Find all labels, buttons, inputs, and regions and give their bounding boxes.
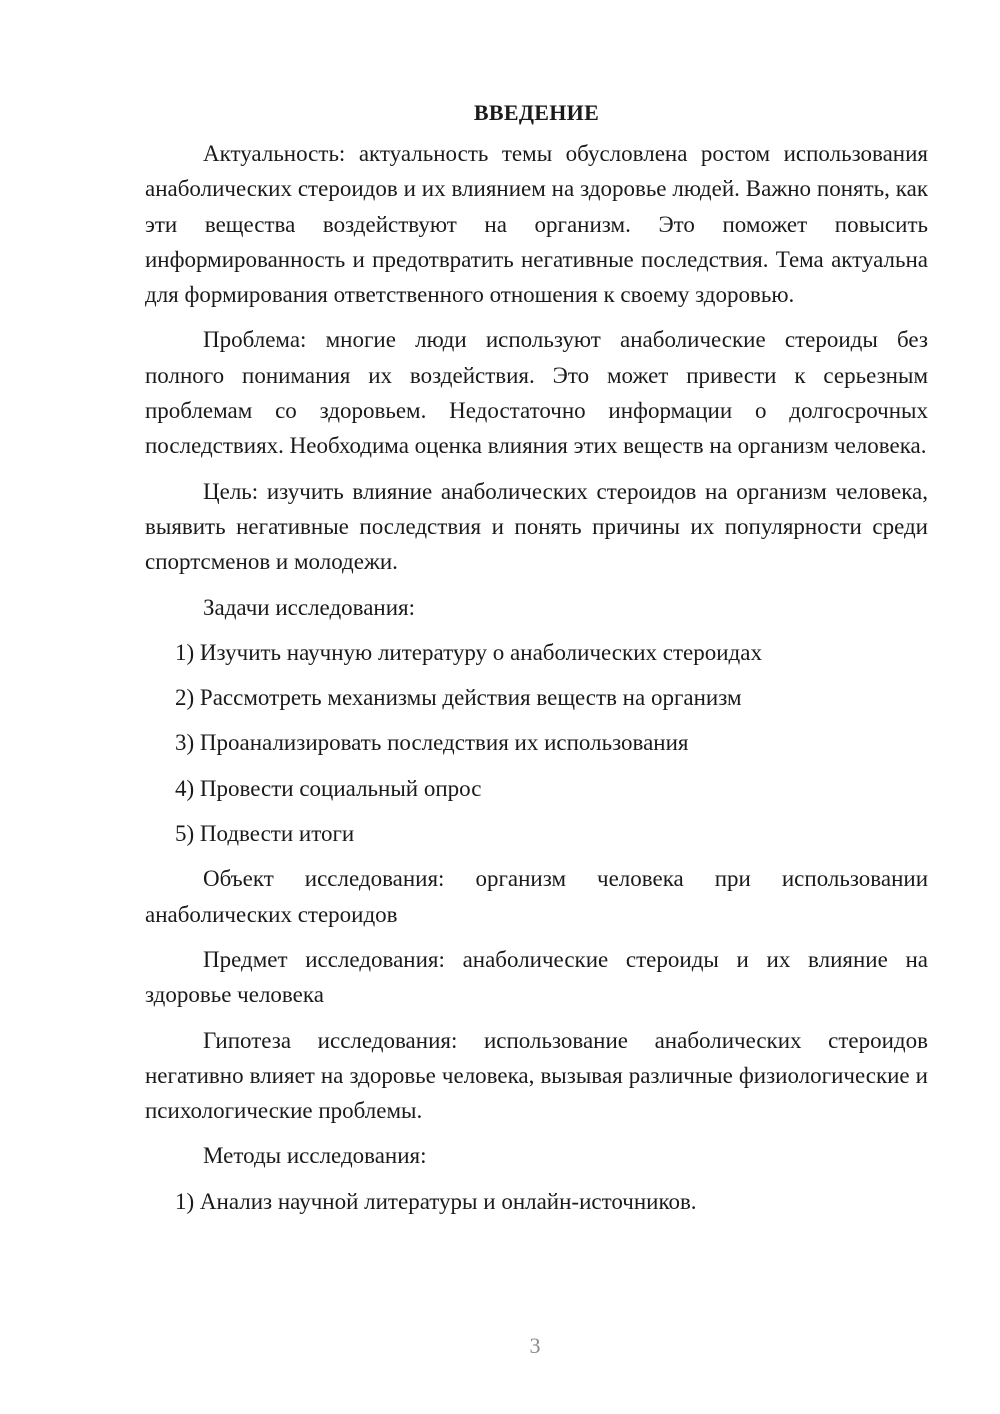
list-item: 4) Провести социальный опрос (175, 775, 482, 801)
tasks-heading: Задачи исследования: (203, 594, 416, 620)
object-paragraph: Объект исследования: организм человека при использовании анаболических стероидов (145, 866, 928, 927)
relevance-paragraph: Актуальность: актуальность темы обусловлена ростом использования анаболических стероидов и их влиянием на здоровье людей. Важно понять, как эти вещества воздействуют на организм. Это поможет повысить информированность и предотвратить негативные последствия. Тема актуальна для формирования ответственного отношения к своему здоровью. (145, 141, 928, 308)
methods-heading: Методы исследования: (203, 1143, 427, 1169)
list-item: 5) Подвести итоги (175, 821, 355, 847)
goal-paragraph: Цель: изучить влияние анаболических стероидов на организм человека, выявить негативные последствия и понять причины их популярности среди спортсменов и молодежи. (145, 478, 928, 575)
subject-paragraph: Предмет исследования: анаболические стероиды и их влияние на здоровье человека (145, 946, 928, 1008)
document-page (145, 95, 928, 1229)
list-item: 1) Анализ научной литературы и онлайн-источников. (175, 1188, 697, 1214)
list-item: 3) Проанализировать последствия их использования (175, 730, 689, 756)
methods-list (145, 1184, 928, 1219)
list-item: 1) Изучить научную литературу о анаболических стероидах (175, 639, 762, 665)
page-number: 3 (529, 1333, 541, 1358)
tasks-list (145, 635, 928, 851)
problem-paragraph: Проблема: многие люди используют анаболические стероиды без полного понимания их воздействия. Это может привести к серьезным проблемам со здоровьем. Недостаточно информации о долгосрочных последствиях. Необходима оценка влияния этих веществ на организм человека. (145, 327, 928, 459)
page-title: ВВЕДЕНИЕ (473, 100, 600, 125)
list-item: 2) Рассмотреть механизмы действия веществ на организм (175, 685, 742, 711)
hypothesis-paragraph: Гипотеза исследования: использование анаболических стероидов негативно влияет на здоровье человека, вызывая различные физиологические и психологические проблемы. (145, 1027, 928, 1124)
